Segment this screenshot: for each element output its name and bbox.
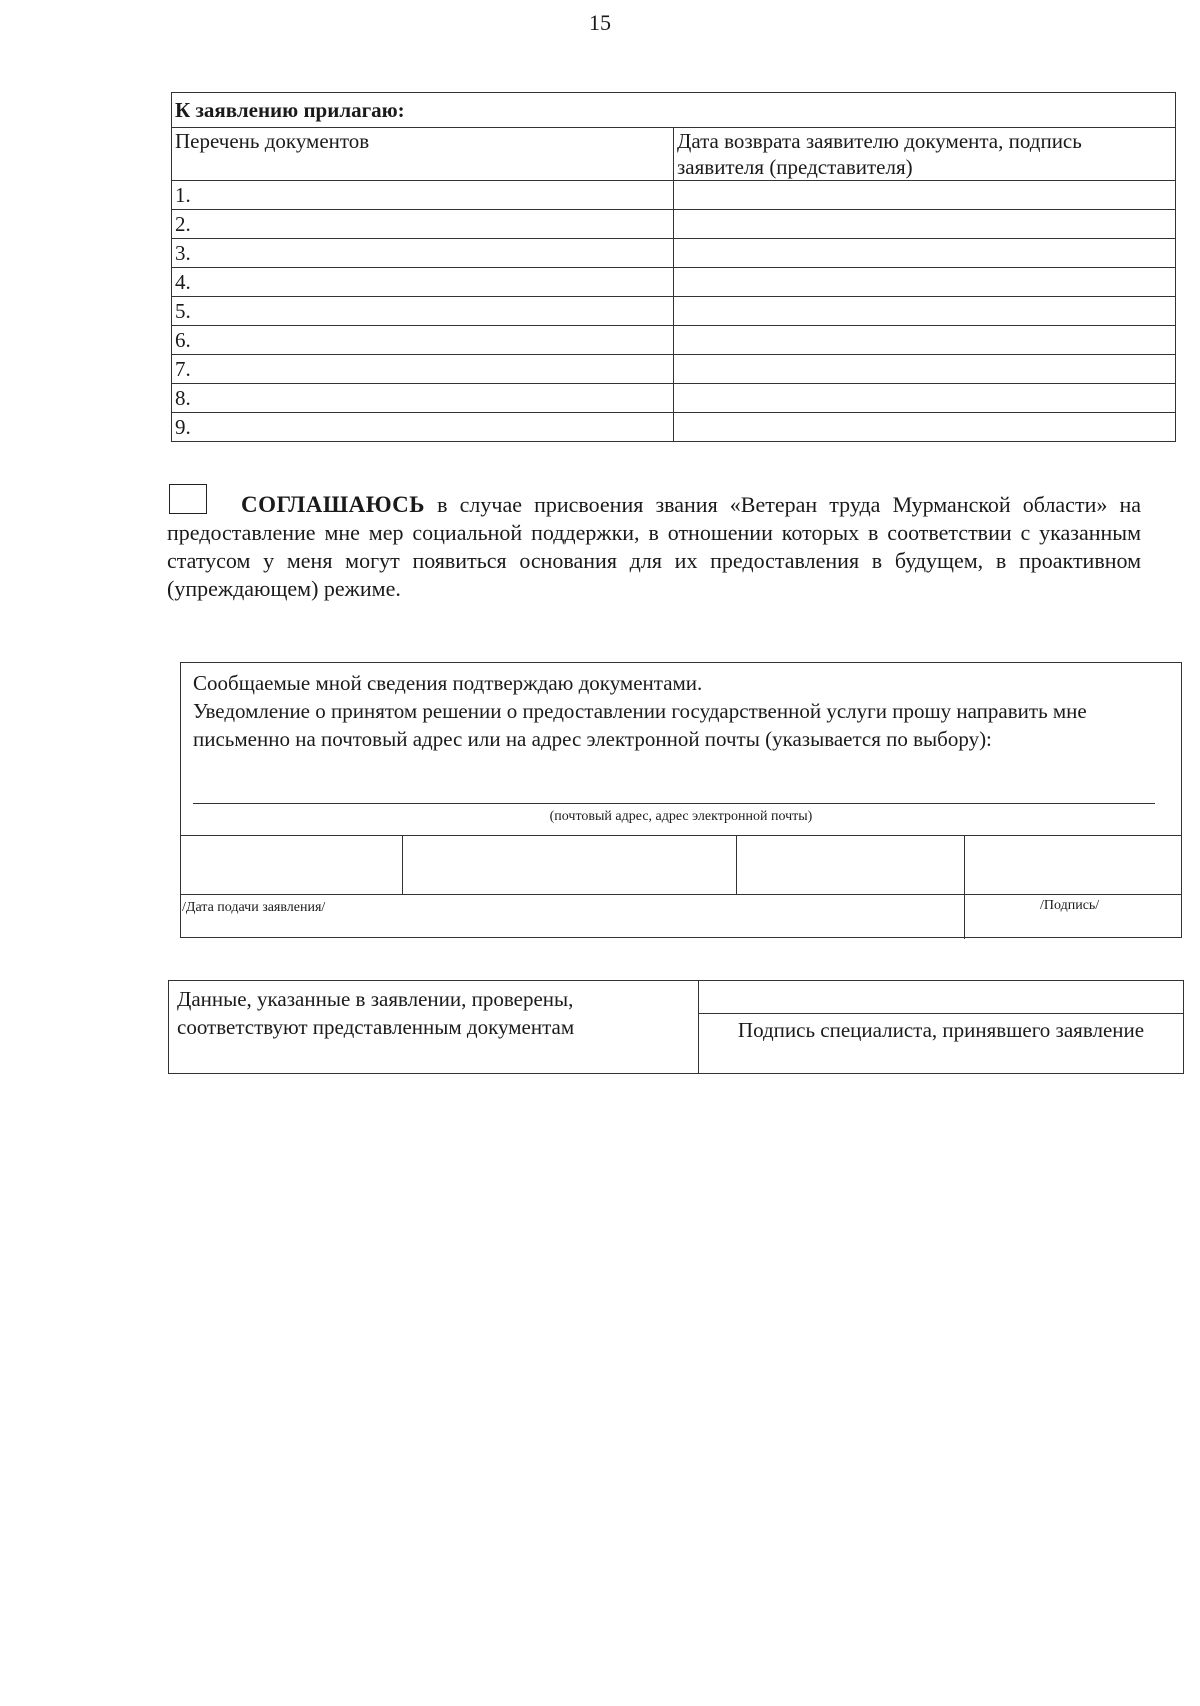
- return-cell[interactable]: [674, 297, 1176, 326]
- signature-row: [180, 835, 1182, 939]
- table-row: [172, 413, 1176, 442]
- return-cell[interactable]: [674, 384, 1176, 413]
- address-input-line[interactable]: [193, 803, 1155, 804]
- row-number: 8.: [172, 384, 674, 413]
- date-label: /Дата подачи заявления/: [182, 900, 326, 915]
- attachments-table: [171, 92, 1176, 442]
- row-number: 2.: [172, 210, 674, 239]
- divider: [180, 894, 1182, 895]
- specialist-signature-field[interactable]: [699, 981, 1184, 1014]
- row-number: 7.: [172, 355, 674, 384]
- table-row: [172, 210, 1176, 239]
- attachments-title: К заявлению прилагаю:: [172, 93, 1176, 128]
- row-number: 9.: [172, 413, 674, 442]
- page-number: 15: [589, 10, 611, 35]
- verification-text: Данные, указанные в заявлении, проверены, соответствуют представленным документам: [169, 981, 699, 1074]
- divider: [402, 836, 403, 894]
- table-row: [172, 181, 1176, 210]
- row-number: 1.: [172, 181, 674, 210]
- table-row: [172, 297, 1176, 326]
- signature-label: /Подпись/: [1040, 898, 1100, 913]
- notification-line-2: Уведомление о принятом решении о предоставлении государственной услуги прошу направить мне письменно на почтовый адрес или на адрес электронной почты (указывается по выбору):: [193, 699, 1087, 751]
- row-number: 5.: [172, 297, 674, 326]
- column-header-documents: Перечень документов: [172, 128, 674, 181]
- return-cell[interactable]: [674, 413, 1176, 442]
- address-caption: (почтовый адрес, адрес электронной почты): [549, 809, 813, 824]
- row-number: 4.: [172, 268, 674, 297]
- verification-table: [168, 980, 1184, 1074]
- table-row: [172, 239, 1176, 268]
- consent-text: в случае присвоения звания «Ветеран труда Мурманской области» на предоставление мне мер социальной поддержки, в отношении которых в соответствии с указанным статусом у меня могут появиться основания для их предоставления в будущем, в проактивном (упреждающем) режиме.: [167, 492, 1141, 601]
- signature-field[interactable]: [964, 836, 1181, 894]
- table-row: [172, 326, 1176, 355]
- row-number: 6.: [172, 326, 674, 355]
- consent-paragraph: [167, 491, 1141, 603]
- row-number: 3.: [172, 239, 674, 268]
- consent-lead: СОГЛАШАЮСЬ: [241, 492, 425, 517]
- return-cell[interactable]: [674, 210, 1176, 239]
- return-cell[interactable]: [674, 181, 1176, 210]
- column-header-return-date: Дата возврата заявителю документа, подпись заявителя (представителя): [674, 128, 1176, 181]
- return-cell[interactable]: [674, 326, 1176, 355]
- table-row: [172, 384, 1176, 413]
- notification-text: [193, 669, 1173, 753]
- table-row: [172, 355, 1176, 384]
- return-cell[interactable]: [674, 355, 1176, 384]
- notification-box: [180, 662, 1182, 938]
- table-row: [172, 268, 1176, 297]
- date-field[interactable]: [180, 836, 402, 894]
- return-cell[interactable]: [674, 239, 1176, 268]
- specialist-signature-caption: Подпись специалиста, принявшего заявление: [699, 1013, 1184, 1073]
- divider: [736, 836, 737, 894]
- return-cell[interactable]: [674, 268, 1176, 297]
- notification-line-1: Сообщаемые мной сведения подтверждаю документами.: [193, 671, 703, 695]
